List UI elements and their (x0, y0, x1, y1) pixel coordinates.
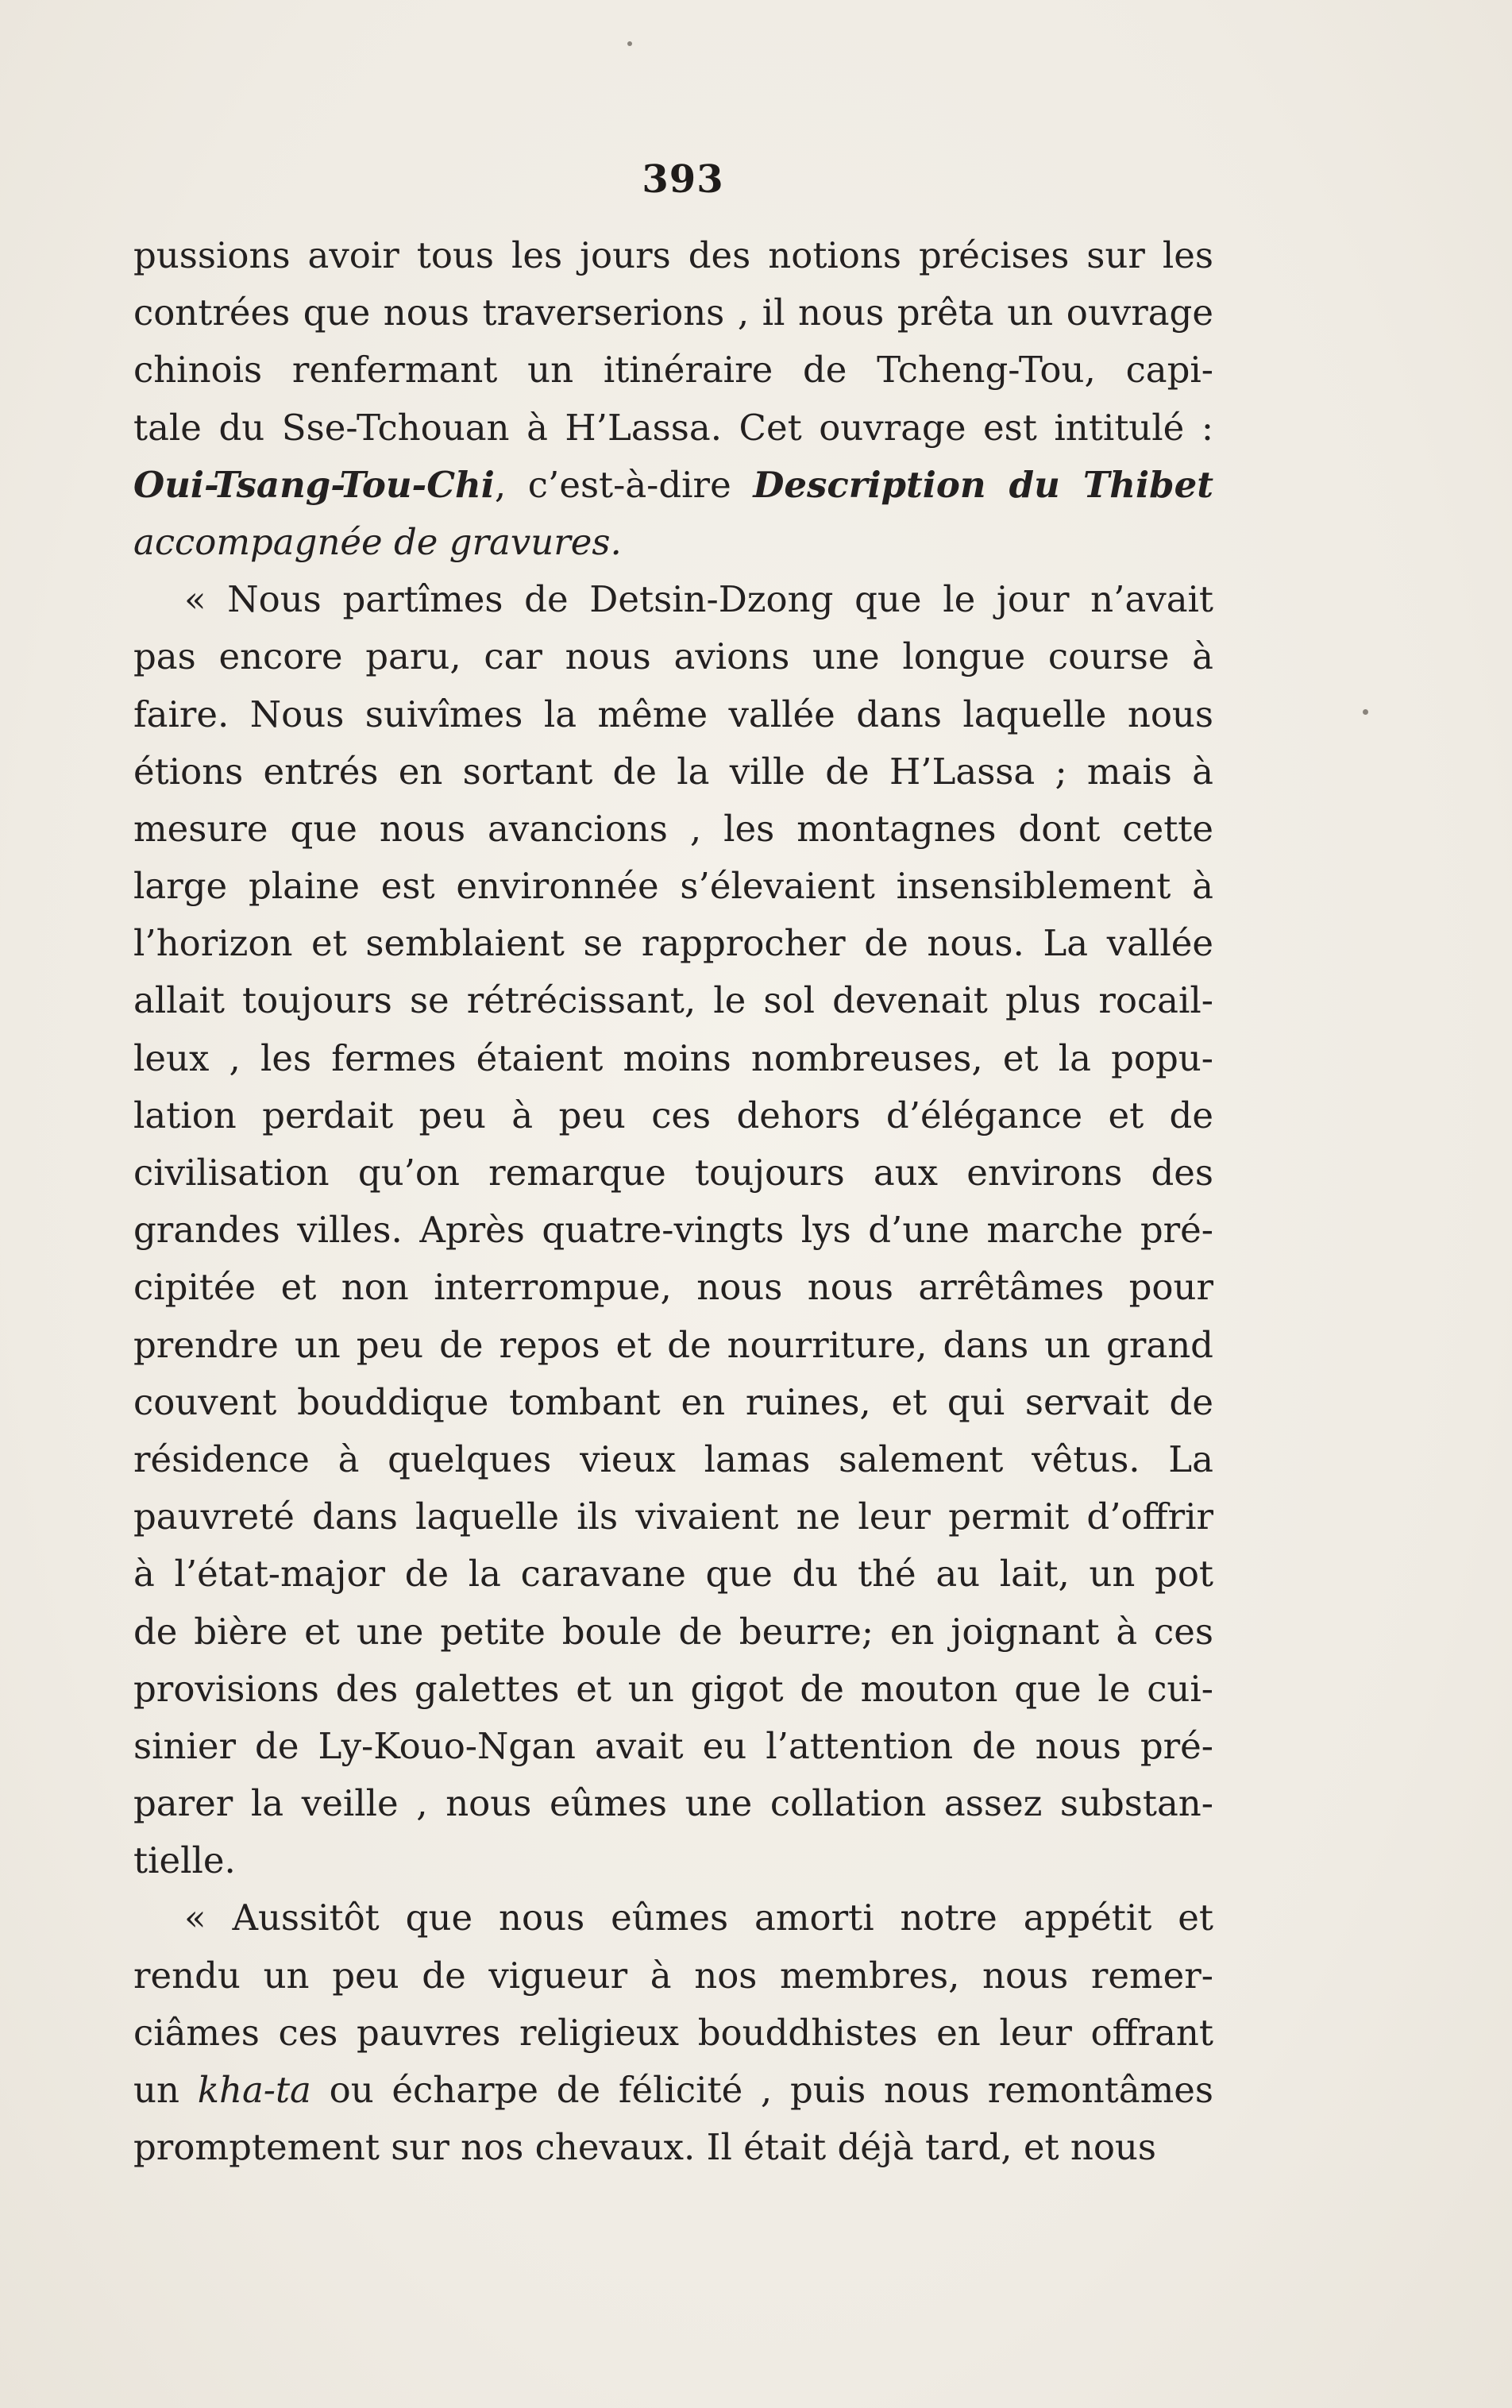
text-line (133, 1603, 1213, 1661)
text-line (133, 1317, 1213, 1374)
text-line (133, 972, 1213, 1029)
text-run: « Aussitôt que nous eûmes amorti notre appétit et (184, 1897, 1213, 1939)
text-line (133, 2062, 1213, 2119)
text-line (133, 1889, 1213, 1947)
paragraph-1 (133, 227, 1213, 571)
text-line (133, 342, 1213, 399)
text-line (133, 1030, 1213, 1087)
text-run: parer la veille , nous eûmes une collation assez substan- (133, 1782, 1213, 1825)
text-run: résidence à quelques vieux lamas salement vêtus. La (133, 1437, 1213, 1480)
text-line (133, 1488, 1213, 1546)
text-run: un (133, 2069, 198, 2111)
paragraph-2 (133, 571, 1213, 1889)
text-line (133, 686, 1213, 743)
text-line (133, 1661, 1213, 1718)
text-run: pauvreté dans laquelle ils vivaient ne leur permit d’offrir (133, 1495, 1213, 1538)
text-line (133, 227, 1213, 284)
text-run: large plaine est environnée s’élevaient insensiblement à (133, 865, 1213, 908)
text-run: mesure que nous avancions , les montagnes dont cette (133, 807, 1213, 850)
ink-speck (627, 41, 632, 46)
body-text (133, 227, 1213, 2176)
text-line (133, 1775, 1213, 1832)
text-line (133, 284, 1213, 342)
text-run: civilisation qu’on remarque toujours aux environs des (133, 1152, 1213, 1194)
text-run: prendre un peu de repos et de nourriture, dans un grand (133, 1323, 1213, 1366)
text-run: contrées que nous traverserions , il nous prêta un ouvrage (133, 291, 1213, 334)
text-line (133, 628, 1213, 685)
text-line (133, 1202, 1213, 1259)
text-run: pussions avoir tous les jours des notions précises sur les (133, 234, 1213, 276)
text-run: sinier de Ly-Kouo-Ngan avait eu l’attention de nous pré- (133, 1724, 1213, 1767)
text-run: rendu un peu de vigueur à nos membres, nous remer- (133, 1954, 1213, 1997)
ink-speck (1363, 709, 1368, 715)
emphasized-text: accompagnée de gravures. (133, 520, 622, 563)
emphasized-text: Description du Thibet (753, 463, 1214, 506)
text-run: à l’état-major de la caravane que du thé au lait, un pot (133, 1553, 1213, 1596)
text-line (133, 915, 1213, 972)
text-line (133, 858, 1213, 915)
text-run: tale du Sse-Tchouan à H’Lassa. Cet ouvrage est intitulé : (133, 406, 1213, 449)
text-run: cipitée et non interrompue, nous nous arrêtâmes pour (133, 1266, 1213, 1309)
text-run: , c’est-à-dire (494, 463, 754, 506)
text-run: ou écharpe de félicité , puis nous remontâmes (310, 2069, 1213, 2111)
text-line (133, 743, 1213, 801)
text-line (133, 1947, 1213, 2005)
text-run: promptement sur nos chevaux. Il était déjà tard, et nous (133, 2126, 1156, 2169)
text-run: couvent bouddique tombant en ruines, et qui servait de (133, 1380, 1213, 1423)
emphasized-text: kha-ta (197, 2069, 311, 2111)
text-run: l’horizon et semblaient se rapprocher de nous. La vallée (133, 922, 1213, 965)
text-run: provisions des galettes et un gigot de mouton que le cui- (133, 1667, 1213, 1710)
text-line (133, 399, 1213, 457)
text-run: étions entrés en sortant de la ville de H’Lassa ; mais à (133, 750, 1213, 793)
text-line (133, 1374, 1213, 1431)
text-line (133, 571, 1213, 628)
text-run: leux , les fermes étaient moins nombreuses, et la popu- (133, 1036, 1213, 1079)
text-line (133, 1087, 1213, 1144)
text-line (133, 514, 1213, 571)
text-run: de bière et une petite boule de beurre; en joignant à ces (133, 1610, 1213, 1653)
text-line (133, 1259, 1213, 1316)
text-run: grandes villes. Après quatre-vingts lys d’une marche pré- (133, 1209, 1213, 1252)
text-line (133, 1832, 1213, 1889)
text-run: faire. Nous suivîmes la même vallée dans laquelle nous (133, 693, 1213, 735)
text-line (133, 457, 1213, 514)
text-line (133, 1431, 1213, 1488)
text-run: lation perdait peu à peu ces dehors d’élégance et de (133, 1094, 1213, 1136)
text-line (133, 801, 1213, 858)
text-run: chinois renfermant un itinéraire de Tcheng-Tou, capi- (133, 349, 1213, 392)
text-run: ciâmes ces pauvres religieux bouddhistes en leur offrant (133, 2011, 1213, 2054)
text-run: allait toujours se rétrécissant, le sol devenait plus rocail- (133, 979, 1213, 1022)
text-run: pas encore paru, car nous avions une longue course à (133, 635, 1213, 678)
emphasized-text: Oui-Tsang-Tou-Chi (133, 463, 495, 506)
text-line (133, 1144, 1213, 1202)
paragraph-3 (133, 1889, 1213, 2176)
text-line (133, 1546, 1213, 1603)
page-number: 393 (642, 157, 724, 202)
text-line (133, 1718, 1213, 1775)
text-run: tielle. (133, 1839, 236, 1882)
text-line (133, 2119, 1213, 2176)
text-run: « Nous partîmes de Detsin-Dzong que le jour n’avait (184, 578, 1213, 621)
text-line (133, 2005, 1213, 2062)
